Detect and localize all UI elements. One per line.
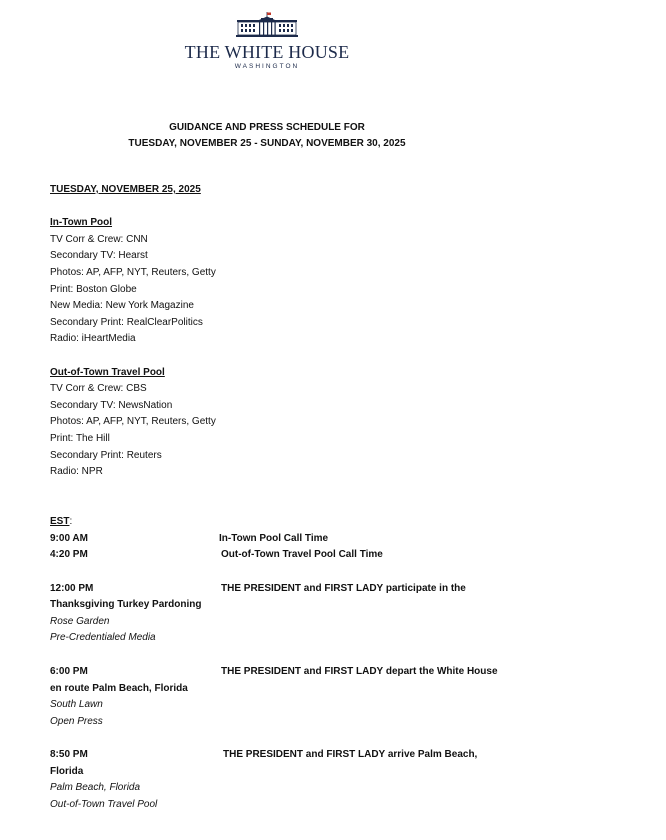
document-heading-line1: GUIDANCE AND PRESS SCHEDULE FOR [169, 122, 365, 133]
in-town-pool-item: New Media: New York Magazine [50, 300, 194, 311]
event-time: 12:00 PM [50, 583, 94, 594]
timezone-value: EST [50, 516, 70, 527]
travel-pool-item: Radio: NPR [50, 466, 103, 477]
event-continuation: Florida [50, 766, 84, 777]
white-house-building-icon [235, 12, 299, 38]
in-town-pool-item: TV Corr & Crew: CNN [50, 234, 148, 245]
travel-pool-item: Secondary Print: Reuters [50, 450, 162, 461]
travel-pool-item: Secondary TV: NewsNation [50, 400, 173, 411]
event-coverage: Pre-Credentialed Media [50, 632, 156, 643]
travel-pool-item: Photos: AP, AFP, NYT, Reuters, Getty [50, 416, 216, 427]
event-desc: THE PRESIDENT and FIRST LADY arrive Palm Beach, [223, 749, 478, 760]
event-location: South Lawn [50, 699, 103, 710]
event-time: 8:50 PM [50, 749, 88, 760]
event-coverage: Out-of-Town Travel Pool [50, 799, 158, 810]
travel-pool-item: Print: The Hill [50, 433, 110, 444]
timezone-colon: : [69, 516, 73, 527]
day-date: TUESDAY, NOVEMBER 25, 2025 [50, 184, 201, 195]
in-town-pool-item: Secondary Print: RealClearPolitics [50, 317, 203, 328]
event-coverage: Open Press [50, 716, 103, 727]
in-town-pool-item: Photos: AP, AFP, NYT, Reuters, Getty [50, 267, 216, 278]
event-desc: THE PRESIDENT and FIRST LADY depart the White House [221, 666, 498, 677]
event-location: Rose Garden [50, 616, 110, 627]
in-town-pool-item: Radio: iHeartMedia [50, 333, 136, 344]
call-time-time: 9:00 AM [50, 533, 88, 544]
event-time: 6:00 PM [50, 666, 88, 677]
call-time-desc: Out-of-Town Travel Pool Call Time [221, 549, 383, 560]
logo-title: THE WHITE HOUSE [184, 42, 350, 62]
call-time-time: 4:20 PM [50, 549, 88, 560]
timezone-label [50, 516, 72, 528]
in-town-pool-title: In-Town Pool [50, 217, 113, 228]
travel-pool-item: TV Corr & Crew: CBS [50, 383, 147, 394]
event-location: Palm Beach, Florida [50, 782, 141, 793]
event-desc: THE PRESIDENT and FIRST LADY participate in the [221, 583, 466, 594]
white-house-logo [0, 12, 534, 70]
logo-subtitle: WASHINGTON [234, 63, 300, 70]
call-time-desc: In-Town Pool Call Time [219, 533, 329, 544]
travel-pool-title: Out-of-Town Travel Pool [50, 367, 165, 378]
document-heading-line2: TUESDAY, NOVEMBER 25 - SUNDAY, NOVEMBER 30, 2025 [128, 138, 406, 149]
event-continuation: Thanksgiving Turkey Pardoning [50, 599, 202, 610]
in-town-pool-item: Secondary TV: Hearst [50, 250, 148, 261]
in-town-pool-item: Print: Boston Globe [50, 284, 137, 295]
event-continuation: en route Palm Beach, Florida [50, 683, 188, 694]
